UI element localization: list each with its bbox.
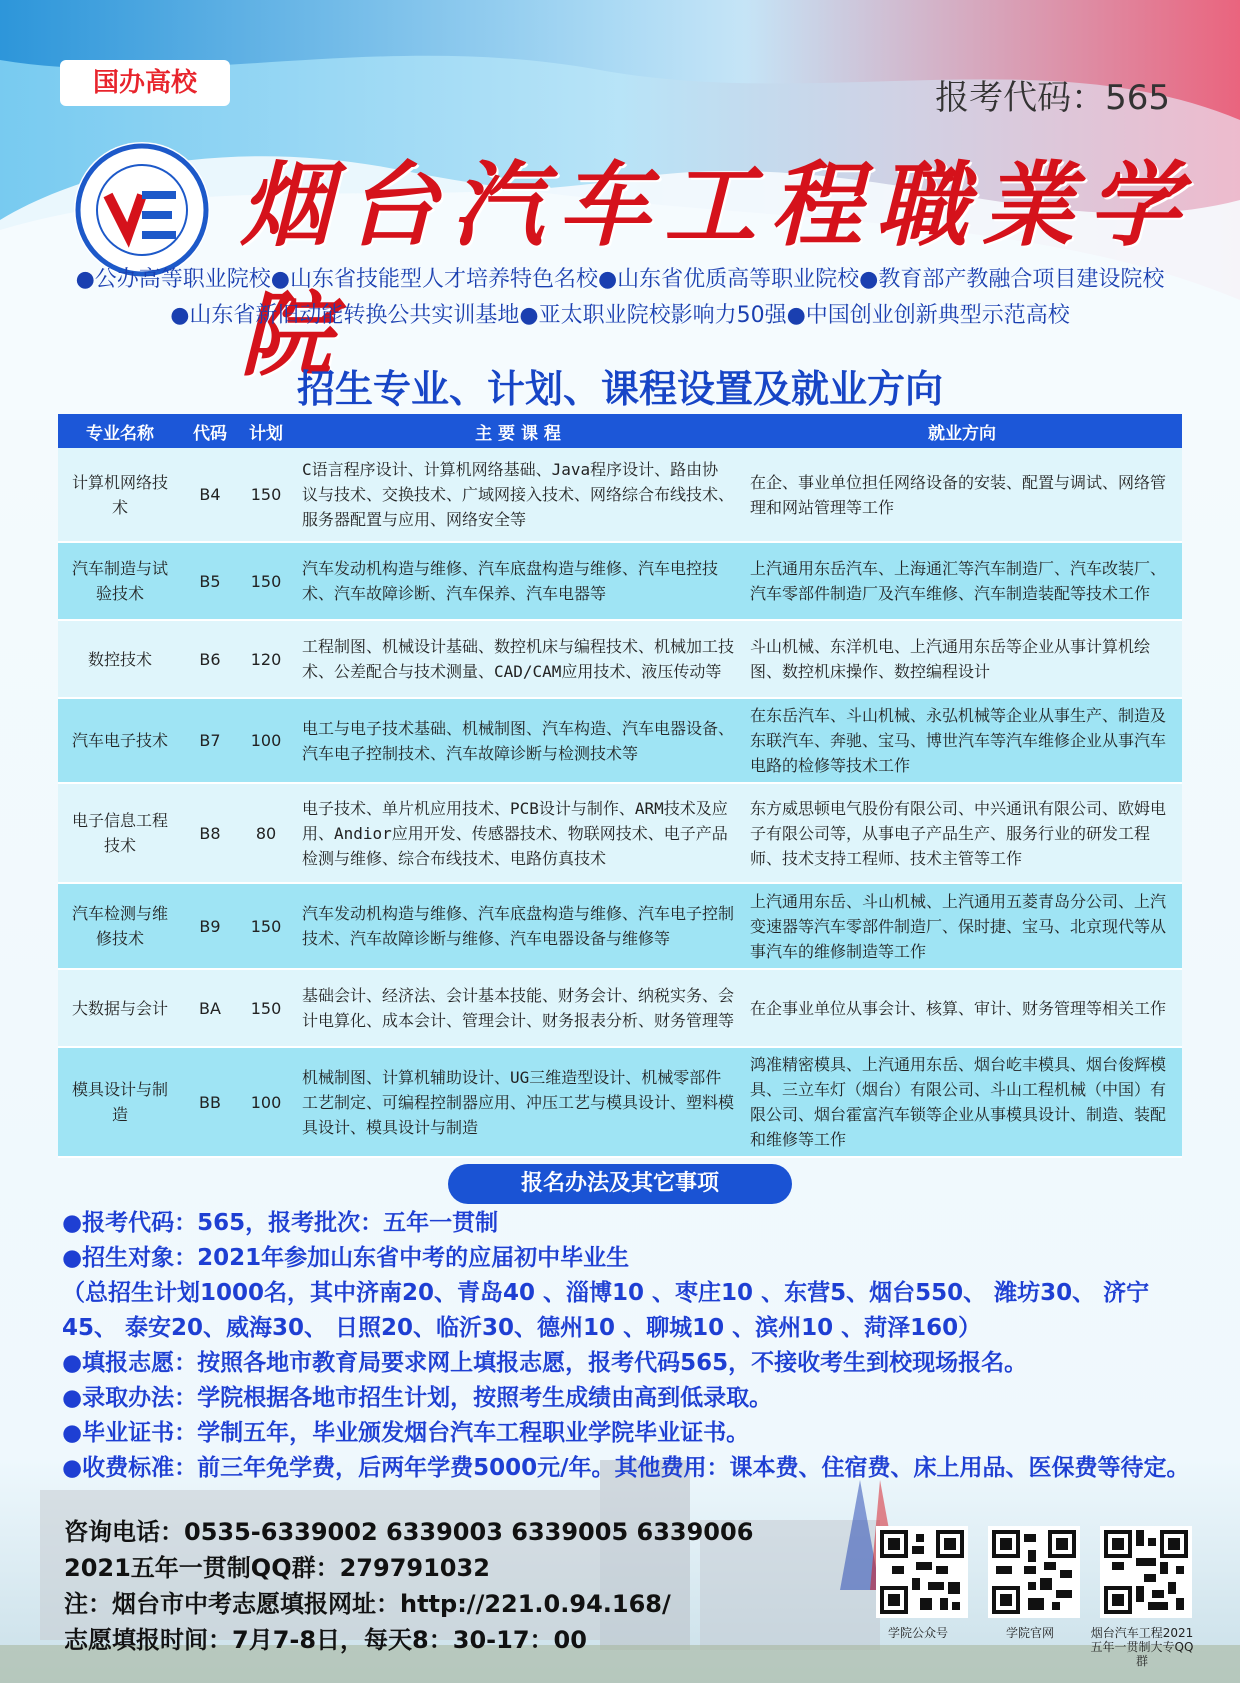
honors-line-2: ●山东省新旧动能转换公共实训基地●亚太职业院校影响力50强●中国创业创新典型示范高校: [170, 303, 1070, 328]
contact-phone: 咨询电话：0535-6339002 6339003 6339005 6339006: [64, 1518, 754, 1546]
note-fees: ●收费标准：前三年免学费，后两年学费5000元/年。其他费用：课本费、住宿费、床上用品、医保费等待定。: [62, 1455, 1190, 1481]
major-name: 汽车电子技术: [58, 698, 182, 783]
major-name: 大数据与会计: [58, 969, 182, 1047]
college-name: 烟台汽车工程職業学院: [240, 151, 1195, 389]
major-name: 模具设计与制造: [58, 1047, 182, 1157]
major-courses: 汽车发动机构造与维修、汽车底盘构造与维修、汽车电子控制技术、汽车故障诊断与维修、汽车电器设备与维修等: [294, 883, 742, 969]
major-jobs: 上汽通用东岳、斗山机械、上汽通用五菱青岛分公司、上汽变速器等汽车零部件制造厂、保时捷、宝马、北京现代等从事汽车的维修制造等工作: [742, 883, 1182, 969]
col-header-plan: 计划: [238, 414, 294, 448]
table-row: [58, 448, 1182, 542]
enroll-notes: [62, 1206, 1192, 1486]
major-courses: C语言程序设计、计算机网络基础、Java程序设计、路由协议与技术、交换技术、广域网接入技术、网络综合布线技术、服务器配置与应用、网络安全等: [294, 448, 742, 542]
qr-code-wechat[interactable]: [876, 1526, 968, 1618]
major-name: 计算机网络技术: [58, 448, 182, 542]
major-plan: 150: [238, 969, 294, 1047]
major-plan: 80: [238, 783, 294, 883]
major-code: B7: [182, 698, 238, 783]
note-admission: ●录取办法：学院根据各地市招生计划，按照考生成绩由高到低录取。: [62, 1385, 773, 1411]
major-code: B5: [182, 542, 238, 620]
major-jobs: 鸿准精密模具、上汽通用东岳、烟台屹丰模具、烟台俊辉模具、三立车灯（烟台）有限公司、斗山工程机械（中国）有限公司、烟台霍富汽车锁等企业从事模具设计、制造、装配和维修等工作: [742, 1047, 1182, 1157]
exam-code-label: 报考代码：565: [935, 78, 1170, 118]
qr-caption-website: 学院官网: [1005, 1626, 1054, 1640]
table-header-row: [58, 414, 1182, 448]
major-name: 汽车制造与试验技术: [58, 542, 182, 620]
major-plan: 150: [238, 883, 294, 969]
major-name: 电子信息工程技术: [58, 783, 182, 883]
major-courses: 工程制图、机械设计基础、数控机床与编程技术、机械加工技术、公差配合与技术测量、CAD/CAM应用技术、液压传动等: [294, 620, 742, 698]
major-courses: 电工与电子技术基础、机械制图、汽车构造、汽车电器设备、汽车电子控制技术、汽车故障诊断与检测技术等: [294, 698, 742, 783]
note-diploma: ●毕业证书：学制五年，毕业颁发烟台汽车工程职业学院毕业证书。: [62, 1420, 750, 1446]
contact-qq-group: 2021五年一贯制QQ群：279791032: [64, 1554, 490, 1582]
enroll-section-title: 报名办法及其它事项: [448, 1164, 792, 1204]
note-quota: （总招生计划1000名，其中济南20、青岛40 、淄博10 、枣庄10 、东营5、烟台550、 潍坊30、 济宁45、 泰安20、威海30、 日照20、临沂30、德州10 、聊城10 、滨州10 、菏泽160）: [62, 1280, 1150, 1341]
major-jobs: 斗山机械、东洋机电、上汽通用东岳等企业从事计算机绘图、数控机床操作、数控编程设计: [742, 620, 1182, 698]
qr-code-qq-group[interactable]: [1100, 1526, 1192, 1618]
qr-pattern-icon: [880, 1530, 964, 1614]
major-jobs: 东方威思顿电气股份有限公司、中兴通讯有限公司、欧姆电子有限公司等，从事电子产品生产、服务行业的研发工程师、技术支持工程师、技术主管等工作: [742, 783, 1182, 883]
table-row: [58, 542, 1182, 620]
major-courses: 机械制图、计算机辅助设计、UG三维造型设计、机械零部件工艺制定、可编程控制器应用、冲压工艺与模具设计、塑料模具设计、模具设计与制造: [294, 1047, 742, 1157]
major-code: B4: [182, 448, 238, 542]
note-exam-code: ●报考代码：565，报考批次：五年一贯制: [62, 1210, 499, 1236]
major-code: BA: [182, 969, 238, 1047]
table-row: [58, 969, 1182, 1047]
table-row: [58, 883, 1182, 969]
major-courses: 汽车发动机构造与维修、汽车底盘构造与维修、汽车电控技术、汽车故障诊断、汽车保养、汽车电器等: [294, 542, 742, 620]
major-plan: 100: [238, 1047, 294, 1157]
section-title: 招生专业、计划、课程设置及就业方向: [296, 367, 943, 411]
contact-time: 志愿填报时间：7月7-8日，每天8：30-17：00: [64, 1626, 587, 1654]
contact-website[interactable]: 注：烟台市中考志愿填报网址：http://221.0.94.168/: [64, 1590, 671, 1618]
col-header-code: 代码: [182, 414, 238, 448]
major-plan: 100: [238, 698, 294, 783]
table-row: [58, 1047, 1182, 1157]
major-plan: 150: [238, 448, 294, 542]
qr-caption-wechat: 学院公众号: [887, 1626, 948, 1640]
major-code: B6: [182, 620, 238, 698]
major-code: BB: [182, 1047, 238, 1157]
major-jobs: 在企事业单位从事会计、核算、审计、财务管理等相关工作: [742, 969, 1182, 1047]
qr-caption-qq-group: 烟台汽车工程2021五年一贯制大专QQ群: [1090, 1626, 1194, 1668]
table-row: [58, 783, 1182, 883]
col-header-jobs: 就业方向: [742, 414, 1182, 448]
national-school-badge: 国办高校: [60, 60, 230, 106]
college-logo: [72, 140, 212, 280]
major-name: 数控技术: [58, 620, 182, 698]
major-jobs: 上汽通用东岳汽车、上海通汇等汽车制造厂、汽车改装厂、汽车零部件制造厂及汽车维修、汽车制造装配等技术工作: [742, 542, 1182, 620]
table-row: [58, 620, 1182, 698]
col-header-name: 专业名称: [58, 414, 182, 448]
note-target: ●招生对象：2021年参加山东省中考的应届初中毕业生: [62, 1245, 630, 1271]
honors-line-1: ●公办高等职业院校●山东省技能型人才培养特色名校●山东省优质高等职业院校●教育部产教融合项目建设院校: [75, 267, 1165, 292]
col-header-courses: 主 要 课 程: [294, 414, 742, 448]
majors-table: [58, 414, 1182, 1158]
major-courses: 基础会计、经济法、会计基本技能、财务会计、纳税实务、会计电算化、成本会计、管理会计、财务报表分析、财务管理等: [294, 969, 742, 1047]
major-jobs: 在企、事业单位担任网络设备的安装、配置与调试、网络管理和网站管理等工作: [742, 448, 1182, 542]
qr-code-website[interactable]: [988, 1526, 1080, 1618]
table-row: [58, 698, 1182, 783]
major-plan: 120: [238, 620, 294, 698]
qr-pattern-icon: [1104, 1530, 1188, 1614]
major-courses: 电子技术、单片机应用技术、PCB设计与制作、ARM技术及应用、Andior应用开发、传感器技术、物联网技术、电子产品检测与维修、综合布线技术、电路仿真技术: [294, 783, 742, 883]
major-jobs: 在东岳汽车、斗山机械、永弘机械等企业从事生产、制造及东联汽车、奔驰、宝马、博世汽车等汽车维修企业从事汽车电路的检修等技术工作: [742, 698, 1182, 783]
major-code: B8: [182, 783, 238, 883]
major-code: B9: [182, 883, 238, 969]
note-apply: ●填报志愿：按照各地市教育局要求网上填报志愿，报考代码565，不接收考生到校现场报名。: [62, 1350, 1028, 1376]
major-name: 汽车检测与维修技术: [58, 883, 182, 969]
qr-pattern-icon: [992, 1530, 1076, 1614]
major-plan: 150: [238, 542, 294, 620]
